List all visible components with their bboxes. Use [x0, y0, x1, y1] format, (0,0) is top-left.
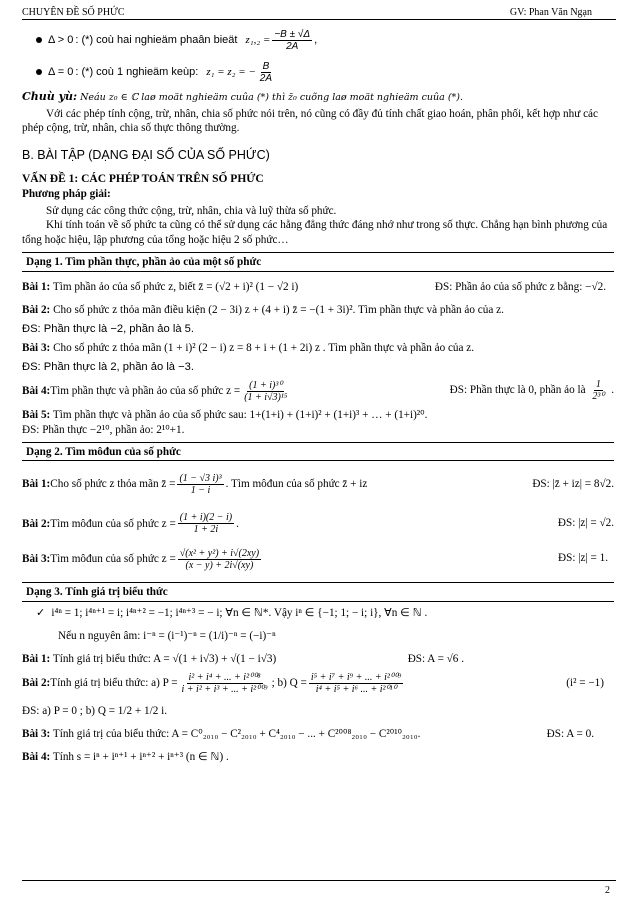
fraction-numerator: √(x² + y²) + i√(2xy)	[179, 547, 260, 559]
exercise-text: Tìm môđun của số phức z =	[50, 553, 176, 566]
exercise-2-1-fraction	[177, 473, 223, 496]
fraction-numerator: (1 − √3 i)³	[179, 472, 222, 484]
footer-rule	[22, 880, 616, 881]
exercise-text: Tính giá trị biểu thức: a) P =	[50, 677, 178, 690]
fraction-denominator: 2A	[286, 40, 299, 52]
bullet-delta-zero	[22, 56, 614, 88]
exercise-answer: ĐS: Phần ảo của số phức z bằng: −√2.	[434, 280, 606, 293]
p-fraction	[180, 672, 270, 695]
fraction-denominator: 1 + 2i	[193, 524, 219, 536]
exercise-2-2-fraction	[178, 512, 234, 535]
section-b-heading: B. BÀI TẬP (DẠNG ĐẠI SỐ CỦA SỐ PHỨC)	[22, 148, 270, 163]
exercise-part-b: ; b) Q =	[271, 677, 307, 690]
header-topic: CHUYÊN ĐỀ SỐ PHỨC	[22, 7, 125, 18]
exercise-1-5-answer: ĐS: Phần thực −2¹⁰, phần ảo: 2¹⁰+1.	[22, 423, 185, 436]
bullet-condition: Δ = 0	[48, 65, 74, 78]
exercise-1-3-answer: ĐS: Phần thực là 2, phần ảo là −3.	[22, 360, 194, 373]
exercise-label: Bài 1:	[22, 478, 51, 491]
exercise-3-3	[22, 727, 614, 742]
exercise-text: Cho số phức z thỏa mãn điều kiện (2 − 3i) z + (4 + i) z̄ = −(1 + 3i)². Tìm phần thực và phần ảo của z.	[50, 303, 504, 316]
note-label: Chuù yù:	[22, 90, 78, 103]
power-of-i-fact	[22, 606, 614, 621]
exercise-text: Tính s = iⁿ + iⁿ⁺¹ + iⁿ⁺² + iⁿ⁺³ (n ∈ ℕ) .	[50, 751, 229, 764]
note	[22, 90, 614, 105]
root-fraction	[272, 29, 312, 52]
exercise-2-3	[22, 540, 614, 578]
exercise-3-2	[22, 667, 614, 700]
exercise-text: Tìm môđun của số phức z =	[50, 517, 176, 530]
bullet-delta-positive	[22, 24, 614, 56]
page-header	[22, 6, 616, 20]
bullet-dot-icon	[36, 69, 42, 75]
problem-group-heading: VẤN ĐỀ 1: CÁC PHÉP TOÁN TRÊN SỐ PHỨC	[22, 172, 264, 185]
exercise-answer: ĐS: |z| = 1.	[558, 552, 608, 565]
bullet-text: : (*) coù hai nghieäm phaân bieät	[75, 33, 238, 46]
fraction-denominator: i⁴ + i⁵ + i⁶ ... + i²⁰¹⁰	[315, 684, 397, 696]
fraction-numerator: 1	[595, 378, 601, 390]
formula-lhs: z₁,₂ =	[245, 33, 271, 46]
bullet-text: : (*) coù 1 nghieäm keùp:	[75, 65, 199, 78]
exercise-label: Bài 3:	[22, 728, 51, 741]
exercise-label: Bài 3:	[22, 553, 51, 566]
header-author: GV: Phan Văn Ngạn	[509, 7, 592, 18]
exercise-2-2: Bài 2: Tìm môđun của số phức z = $\frac{(1 + i)(2 - i)}{1 + 2i}$ . ĐS: |z| = √2.	[22, 512, 614, 536]
bullet-dot-icon	[36, 37, 42, 43]
exercise-3-2-answer: ĐS: a) P = 0 ; b) Q = 1/2 + 1/2 i.	[22, 705, 167, 718]
exercise-label: Bài 4:	[22, 384, 51, 397]
exercise-answer: ĐS: |z̄ + iz| = 8√2.	[532, 478, 614, 491]
exercise-answer: ĐS: |z| = √2.	[557, 517, 614, 530]
answer-text: ĐS: Phần thực là 0, phần ảo là	[449, 383, 586, 396]
exercise-label: Bài 2:	[22, 517, 51, 530]
exercise-label: Bài 2:	[22, 677, 51, 690]
exercise-text: Tìm phần ảo của số phức z, biết z̄ = (√2 + i)² (1 − √2 i)	[50, 280, 299, 293]
fraction-numerator: B	[262, 60, 270, 72]
fraction-denominator: 1 − i	[190, 484, 211, 496]
fact-text: i⁴ⁿ = 1; i⁴ⁿ⁺¹ = i; i⁴ⁿ⁺² = −1; i⁴ⁿ⁺³ = − i; ∀n ∈ ℕ*. Vậy iⁿ ∈ {−1; 1; − i; i}, ∀n ∈ ℕ .	[51, 607, 428, 620]
fraction-denominator: (x − y) + 2i√(xy)	[185, 559, 254, 571]
fraction-numerator: −B ± √Δ	[274, 28, 311, 40]
formula-lhs: z₁ = z₂ = −	[206, 65, 256, 78]
exercise-1-4-fraction	[242, 380, 289, 403]
checkmark-icon: ✓	[36, 607, 46, 620]
q-fraction	[309, 672, 404, 695]
exercise-1-5	[22, 408, 614, 423]
exercise-label: Bài 5:	[22, 408, 51, 421]
exercise-text: Cho số phức z thỏa mãn z̄ =	[50, 478, 176, 491]
type-2-heading: Dạng 2. Tìm môđun của số phức	[22, 442, 614, 462]
fraction-numerator: (1 + i)(2 − i)	[179, 512, 233, 524]
exercise-label: Bài 1:	[22, 653, 51, 666]
method-line-1: Sử dụng các công thức cộng, trừ, nhân, chia và luỹ thừa số phức.	[46, 204, 337, 217]
note-text: Neáu z₀ ∈ ℂ laø moät nghieäm cuûa (*) thì z̄₀ cuõng laø moät nghieäm cuûa (*).	[80, 92, 463, 103]
exercise-tail: . Tìm môđun của số phức z̄ + iz	[225, 478, 368, 491]
fraction-denominator: i + i² + i³ + ... + i²⁰⁰⁹	[181, 684, 268, 696]
exercise-label: Bài 1:	[22, 280, 51, 293]
bullet-condition: Δ > 0	[48, 33, 74, 46]
intro-paragraph: Với các phép tính cộng, trừ, nhân, chia số phức nói trên, nó cũng có đầy đủ tính chất giao hoán, phân phối, kết hợp như các phép cộng, trừ, nhân, chia số thực thông thường.	[22, 107, 598, 135]
exercise-1-4	[22, 375, 614, 408]
fraction-numerator: i² + i⁴ + ... + i²⁰⁰⁸	[188, 672, 261, 684]
answer-fraction	[590, 379, 606, 402]
exercise-text: Tìm phần thực và phần ảo của số phức z =	[50, 384, 241, 397]
exercise-text: Cho số phức z thỏa mãn (1 + i)² (2 − i) z = 8 + i + (1 + 2i) z . Tìm phần thực và phần ảo của z.	[50, 341, 475, 354]
method-line-2: Khi tính toán về số phức ta cũng có thể sử dụng các hằng đẳng thức đáng nhớ như trong số thực. Chẳng hạn bình phương của tổng hoặc hiệu, lập phương của tổng hoặc hiệu 2 số phức…	[22, 219, 608, 247]
double-root-fraction	[258, 61, 274, 84]
exercise-1-2-answer: ĐS: Phần thực là −2, phần ảo là 5.	[22, 322, 194, 335]
fraction-denominator: 2³⁰	[592, 390, 605, 402]
fraction-denominator: 2A	[259, 72, 273, 84]
exercise-answer: ĐS: A = 0.	[546, 728, 594, 741]
exercise-answer: ĐS: A = √6 .	[407, 653, 464, 666]
exercise-answer: ĐS: Phần thực là 0, phần ảo là $\frac{1}{\text{2³⁰}}$ .	[449, 378, 614, 402]
exercise-1-1	[22, 280, 614, 295]
fraction-numerator: i⁵ + i⁷ + i⁹ + ... + i²⁰⁰⁹	[310, 672, 402, 684]
exercise-text: Tính giá trị của biểu thức: A = C⁰₂₀₁₀ − C²₂₀₁₀ + C⁴₂₀₁₀ − ... + C²⁰⁰⁸₂₀₁₀ − C²⁰¹⁰₂₀₁₀.	[50, 728, 421, 741]
exercise-1-3	[22, 341, 614, 356]
exercise-note: (i² = −1)	[566, 677, 604, 690]
exercise-text: Tính giá trị biểu thức: A = √(1 + i√3) + √(1 − i√3)	[50, 653, 277, 666]
type-1-heading: Dạng 1. Tìm phần thực, phần ảo của một số phức	[22, 252, 614, 272]
exercise-2-3-fraction	[178, 548, 261, 571]
exercise-text: Tìm phần thực và phần ảo của số phức sau: 1+(1+i) + (1+i)² + (1+i)³ + … + (1+i)²⁰.	[50, 408, 428, 421]
fraction-numerator: (1 + i)³⁰	[249, 379, 283, 391]
exercise-2-1	[22, 461, 614, 507]
exercise-label: Bài 3:	[22, 341, 51, 354]
exercise-1-2	[22, 303, 614, 318]
negative-power-fact: Nếu n nguyên âm: i⁻ⁿ = (i⁻¹)⁻ⁿ = (1/i)⁻ⁿ = (−i)⁻ⁿ	[58, 630, 276, 643]
page-number: 2	[605, 885, 610, 896]
exercise-label: Bài 2:	[22, 303, 51, 316]
method-title: Phương pháp giải:	[22, 187, 111, 200]
exercise-3-1	[22, 652, 614, 667]
page-content	[22, 24, 614, 765]
exercise-3-4	[22, 750, 614, 765]
fraction-denominator: (1 + i√3)¹⁵	[244, 391, 288, 403]
exercise-label: Bài 4:	[22, 751, 51, 764]
bullet-tail: ,	[314, 33, 318, 46]
type-3-heading: Dạng 3. Tính giá trị biểu thức	[22, 582, 614, 602]
